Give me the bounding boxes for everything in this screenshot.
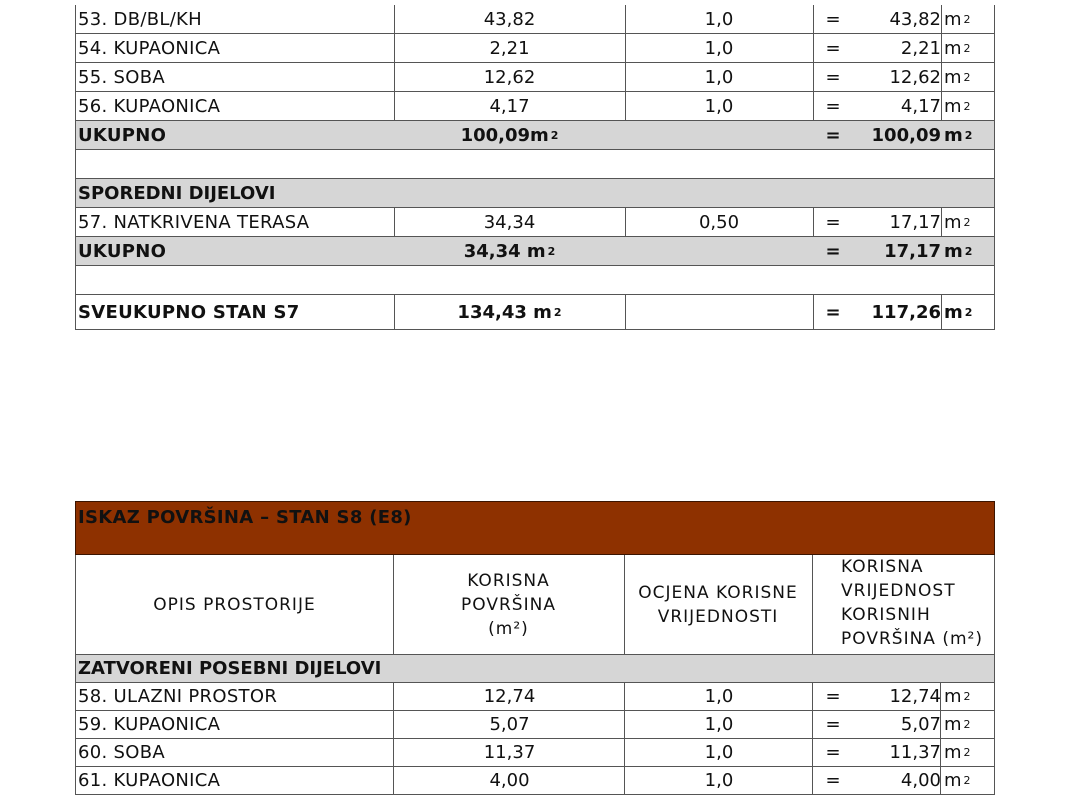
total-label: UKUPNO: [78, 124, 167, 146]
usable-area: 4,00: [489, 770, 530, 791]
unit: m 2: [944, 742, 971, 763]
coefficient: 0,50: [698, 211, 740, 233]
unit: m 2: [944, 714, 971, 735]
coefficient: 1,0: [704, 8, 734, 30]
total-row: [76, 121, 994, 150]
table-title-bar: [75, 501, 995, 555]
coefficient: 1,0: [704, 66, 734, 88]
unit: m 2: [944, 37, 971, 59]
header-line: KORISNA: [841, 557, 924, 577]
equals-sign: =: [825, 37, 841, 59]
section-header: [76, 179, 994, 208]
grand-total-area: 134,43 m 2: [457, 301, 562, 323]
table-row: [76, 683, 994, 711]
usable-value: 12,62: [889, 66, 941, 88]
header-line: KORISNA: [467, 570, 550, 591]
spacer-row: [76, 150, 994, 179]
room-name: 55. SOBA: [78, 66, 166, 88]
unit: m 2: [944, 211, 971, 233]
table-row: [76, 34, 994, 63]
usable-value: 43,82: [889, 8, 941, 30]
room-name: 61. KUPAONICA: [78, 770, 221, 791]
total-label: UKUPNO: [78, 240, 167, 262]
usable-area: 4,17: [489, 95, 530, 117]
unit: m 2: [944, 124, 973, 146]
usable-area: 12,74: [483, 686, 536, 707]
equals-sign: =: [825, 66, 841, 88]
coefficient: 1,0: [704, 37, 734, 59]
equals-sign: =: [825, 240, 841, 262]
table-row: [76, 711, 994, 739]
room-name: 58. ULAZNI PROSTOR: [78, 686, 278, 707]
section-title: ZATVORENI POSEBNI DIJELOVI: [78, 658, 382, 679]
total-row: [76, 237, 994, 266]
equals-sign: =: [825, 124, 841, 146]
room-name: 54. KUPAONICA: [78, 37, 221, 59]
usable-area: 2,21: [489, 37, 530, 59]
usable-value: 5,07: [900, 714, 941, 735]
header-line: POVRŠINA: [461, 594, 556, 615]
unit: m 2: [944, 240, 973, 262]
table-row: [76, 5, 994, 34]
usable-value: 2,21: [900, 37, 941, 59]
header-usable-value: [812, 555, 996, 654]
total-value: 100,09: [871, 124, 941, 146]
total-area: 34,34 m 2: [463, 240, 556, 262]
header-usable-area: [393, 555, 624, 654]
table-row: [76, 63, 994, 92]
coefficient: 1,0: [704, 770, 734, 791]
coefficient: 1,0: [704, 95, 734, 117]
room-name: 53. DB/BL/KH: [78, 8, 203, 30]
area-table-s7: [75, 5, 995, 330]
table-row: [76, 739, 994, 767]
usable-value: 4,00: [900, 770, 941, 791]
unit: m 2: [944, 8, 971, 30]
usable-area: 34,34: [483, 211, 536, 233]
header-line: OCJENA KORISNE: [638, 582, 798, 603]
table-row: [76, 208, 994, 237]
header-usability-rating: [624, 555, 812, 654]
unit: m 2: [944, 686, 971, 707]
room-name: 56. KUPAONICA: [78, 95, 221, 117]
usable-value: 4,17: [900, 95, 941, 117]
table-row: [76, 92, 994, 121]
header-line: KORISNIH: [841, 605, 931, 625]
usable-value: 12,74: [889, 686, 941, 707]
total-area: 100,09m 2: [460, 124, 559, 146]
table-row: [76, 767, 994, 795]
header-room-description: OPIS PROSTORIJE: [153, 594, 316, 615]
equals-sign: =: [825, 742, 841, 763]
equals-sign: =: [825, 301, 841, 323]
header-line: (m²): [488, 618, 529, 639]
room-name: 59. KUPAONICA: [78, 714, 221, 735]
section-header: [76, 655, 994, 683]
equals-sign: =: [825, 714, 841, 735]
usable-value: 11,37: [889, 742, 941, 763]
unit: m 2: [944, 66, 971, 88]
table-title: ISKAZ POVRŠINA – STAN S8 (E8): [78, 507, 412, 528]
section-title: SPOREDNI DIJELOVI: [78, 182, 276, 204]
usable-area: 11,37: [483, 742, 536, 763]
equals-sign: =: [825, 770, 841, 791]
room-name: 60. SOBA: [78, 742, 166, 763]
usable-area: 12,62: [483, 66, 536, 88]
coefficient: 1,0: [704, 686, 734, 707]
unit: m 2: [944, 770, 971, 791]
unit: m 2: [944, 95, 971, 117]
area-table-s8: [75, 655, 995, 795]
usable-area: 43,82: [483, 8, 536, 30]
header-line: VRIJEDNOST: [841, 581, 956, 601]
spacer-row: [76, 266, 994, 295]
equals-sign: =: [825, 211, 841, 233]
room-name: 57. NATKRIVENA TERASA: [78, 211, 310, 233]
equals-sign: =: [825, 95, 841, 117]
usable-value: 17,17: [889, 211, 941, 233]
header-line: VRIJEDNOSTI: [657, 606, 779, 627]
usable-area: 5,07: [489, 714, 530, 735]
unit: m 2: [944, 301, 973, 323]
coefficient: 1,0: [704, 714, 734, 735]
equals-sign: =: [825, 8, 841, 30]
equals-sign: =: [825, 686, 841, 707]
grand-total-label: SVEUKUPNO STAN S7: [78, 301, 300, 323]
coefficient: 1,0: [704, 742, 734, 763]
header-line: POVRŠINA (m²): [841, 629, 983, 649]
total-value: 17,17: [884, 240, 941, 262]
grand-total-value: 117,26: [871, 301, 941, 323]
table-header: [75, 555, 995, 655]
grand-total-row: [76, 295, 994, 329]
